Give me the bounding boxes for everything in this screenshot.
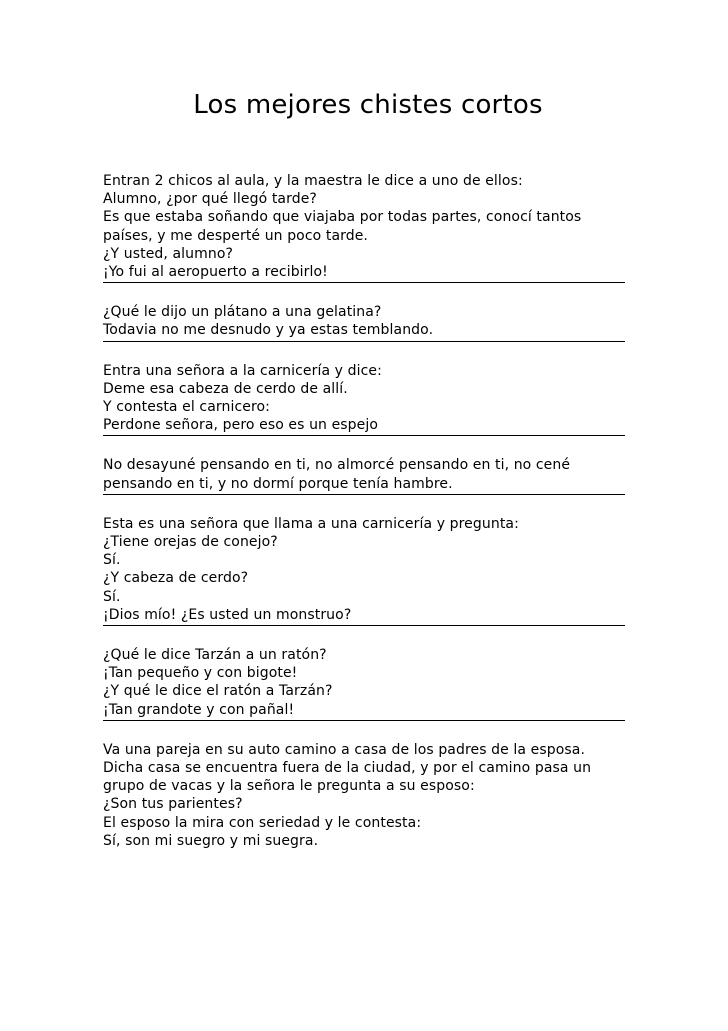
joke-line: Esta es una señora que llama a una carnicería y pregunta: [103, 515, 519, 532]
joke-line: países, y me desperté un poco tarde. [103, 227, 368, 244]
joke-line: ¿Son tus parientes? [103, 796, 243, 813]
joke-line: El esposo la mira con seriedad y le contesta: [103, 814, 422, 831]
joke-4 [103, 456, 625, 494]
joke-line: Sí. [103, 552, 121, 569]
joke-line: ¿Qué le dijo un plátano a una gelatina? [103, 304, 382, 321]
joke-1 [103, 172, 625, 283]
joke-line: Sí. [103, 588, 121, 605]
joke-line: Alumno, ¿por qué llegó tarde? [103, 191, 317, 208]
joke-2 [103, 303, 625, 341]
joke-line: ¡Tan grandote y con pañal! [103, 701, 295, 718]
joke-line: grupo de vacas y la señora le pregunta a su esposo: [103, 778, 475, 795]
joke-line: ¿Tiene orejas de conejo? [103, 534, 278, 551]
joke-line: Entra una señora a la carnicería y dice: [103, 362, 382, 379]
joke-line: ¡Dios mío! ¿Es usted un monstruo? [103, 606, 352, 623]
joke-5 [103, 515, 625, 626]
joke-line: ¡Yo fui al aeropuerto a recibirlo! [103, 264, 328, 281]
document-page [103, 86, 625, 871]
joke-line: Es que estaba soñando que viajaba por todas partes, conocí tantos [103, 209, 582, 226]
joke-line: ¡Tan pequeño y con bigote! [103, 665, 298, 682]
joke-line: Sí, son mi suegro y mi suegra. [103, 832, 319, 849]
joke-6 [103, 646, 625, 721]
joke-line: pensando en ti, y no dormí porque tenía hambre. [103, 475, 453, 492]
joke-3 [103, 362, 625, 437]
joke-line: No desayuné pensando en ti, no almorcé pensando en ti, no cené [103, 457, 571, 474]
joke-line: Y contesta el carnicero: [103, 399, 270, 416]
joke-line: Entran 2 chicos al aula, y la maestra le dice a uno de ellos: [103, 173, 523, 189]
joke-line: ¿Y cabeza de cerdo? [103, 570, 249, 587]
page-title: Los mejores chistes cortos [193, 90, 543, 120]
joke-line: ¿Y usted, alumno? [103, 245, 234, 262]
joke-line: Dicha casa se encuentra fuera de la ciudad, y por el camino pasa un [103, 760, 592, 777]
joke-line: Perdone señora, pero eso es un espejo [103, 417, 379, 434]
joke-line: Deme esa cabeza de cerdo de allí. [103, 380, 348, 397]
joke-line: Va una pareja en su auto camino a casa de los padres de la esposa. [103, 741, 586, 758]
joke-line: ¿Y qué le dice el ratón a Tarzán? [103, 683, 333, 700]
joke-line: Todavia no me desnudo y ya estas temblando. [103, 322, 434, 339]
joke-line: ¿Qué le dice Tarzán a un ratón? [103, 647, 327, 664]
joke-7 [103, 741, 625, 851]
